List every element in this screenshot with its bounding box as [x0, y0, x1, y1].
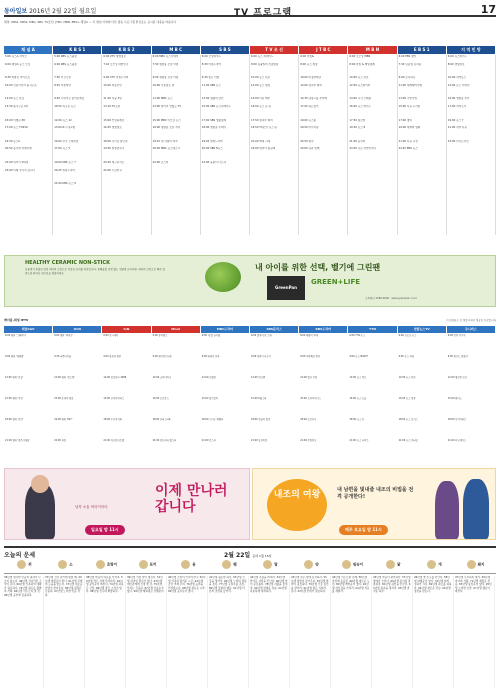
channel-column [201, 55, 250, 235]
program-item: 14:00 생방송 부산 [447, 97, 470, 101]
program-item: 12:00 뉴스 현장 [251, 83, 271, 87]
program-item: 18:00 생방송 오늘 저녁 [152, 126, 181, 130]
greenpan-ad [4, 255, 496, 307]
cable-program-item: 6:00 태양의 후예 [300, 334, 318, 337]
program-item: 12:00 뉴스파이터 [349, 83, 371, 87]
program-item: 9:30 좋은 아침 [201, 76, 220, 80]
cable-program-item: 6:00 삼시세끼 [103, 334, 119, 337]
masthead [4, 3, 496, 17]
channel-column [348, 55, 397, 235]
zodiac-sign [291, 560, 332, 574]
program-item: 22:45 EBS 뉴스 [398, 147, 418, 151]
ad-contact: 고객센터 1588-0000 · www.greenpan.co.kr [365, 297, 418, 300]
program-item: 22:00 몬스터 [152, 160, 169, 164]
zodiac-sign [455, 560, 496, 574]
cable-channel-header: tvN [102, 326, 150, 333]
cable-channel-header: 채널CGV [4, 326, 52, 333]
cable-channel-header: Mnet [152, 326, 200, 333]
zodiac-sign [4, 560, 45, 574]
program-item: 10:50 지구촌 뉴스 [54, 104, 76, 108]
cable-program-item: 6:00 영화 '테이큰' [54, 334, 74, 337]
zodiac-label: 용 [192, 562, 196, 567]
cable-schedule-grid [4, 326, 496, 466]
cable-program-item: 9:00 짱구는 못말려 [447, 355, 468, 358]
greenpan-logo: GreenPan [267, 276, 305, 300]
zodiac-sign [414, 560, 455, 574]
zodiac-sign [127, 560, 168, 574]
program-item: 8:00 생생정보 [447, 62, 465, 66]
zodiac-label: 개 [438, 562, 442, 567]
program-item: 13:00 생활의 달인 [201, 97, 224, 101]
program-item: 10:00 지역뉴스 [447, 76, 467, 80]
program-item: 17:00 히든싱어 [300, 104, 319, 108]
cable-program-item: 15:00 오마이비너스 [300, 397, 321, 400]
cable-program-item: 12:00 영화 '암살' [5, 376, 24, 379]
cable-program-item: 9:00 화려한 유혹 [201, 355, 220, 358]
program-item: 17:00 SBS 생활경제 [201, 118, 226, 122]
zodiac-animal-icon [467, 560, 476, 569]
cable-channel-header: SBS플러스 [250, 326, 298, 333]
cable-program-item: 18:00 수요미식회 [103, 418, 122, 421]
cable-program-item: 22:00 처용 [54, 439, 66, 442]
cable-program-item: 21:00 치즈인더트랩 [103, 439, 125, 442]
zodiac-sign [86, 560, 127, 574]
fortune-text: 40년생 소망이 이루어진다. 52년생 가족과 즐거운 시간. 64년생 금전 거래 주의. 76년생 능력을 인정받는다. 88년생 새로운 시작. 00년생 공부운이 좋다. [168, 576, 208, 688]
channel-column [102, 55, 151, 235]
fortune-text: 39년생 기쁜 일이 생긴다. 51년생 자녀의 경사가 있다. 63년생 대인관계에 신경 쓸 것. 75년생 투자는 신중히. 87년생 이동수가 있다. 99년생 계획대로 진행된다. [127, 576, 167, 688]
program-item: 12:00 정치부 회의 [300, 83, 322, 87]
program-item: 17:00 뉴스 TOP10 [5, 126, 28, 130]
zodiac-label: 소 [69, 562, 73, 567]
fortune-date [224, 550, 272, 559]
cable-channel-column [348, 334, 397, 466]
cable-program-item: 6:00 안녕 자두야 [447, 334, 466, 337]
channel-column [447, 55, 496, 235]
program-item: 9:00 생방송 오늘 아침 [152, 76, 179, 80]
program-item: 21:00 다큐 시선 [398, 139, 418, 143]
program-item: 21:00 동치미 [349, 139, 366, 143]
cable-program-item: 15:00 프로듀스 [152, 397, 169, 400]
channel-column [53, 55, 102, 235]
cable-program-item: 21:00 뉴스 나이트 [349, 439, 369, 442]
program-item: 8:25 아침마당 [54, 83, 71, 87]
program-item: 19:00 뉴스 7 [447, 118, 464, 122]
cable-program-item: 9:00 꽃보다 청춘 [103, 355, 122, 358]
fortune-text: 41년생 평온한 하루. 53년생 건강을 챙겨라. 65년생 노력의 결실을 본다. 77년생 구설수를 조심. 89년생 뜻밖의 행운. 01년생 어른의 조언을 들어라. [209, 576, 249, 688]
program-item: 19:20 일일드라마 [201, 139, 223, 143]
zodiac-label: 양 [315, 562, 319, 567]
greenlife-logo: GREEN+LIFE [311, 278, 361, 286]
cable-program-item: 18:00 뉴스 포커스 [398, 418, 418, 421]
cable-program-item: 9:30 나쁜녀석들 [54, 355, 72, 358]
program-item: 9:00 2TV 아침드라마 [103, 76, 129, 80]
program-item: 22:00 무림학교 [103, 168, 122, 172]
cable-channel-column [447, 334, 496, 466]
zodiac-animal-icon [222, 560, 231, 569]
zodiac-label: 돼지 [477, 562, 485, 567]
program-item: 12:00 뉴스 특급 [5, 97, 25, 101]
zodiac-sign [332, 560, 373, 574]
program-item: 7:50 인간극장 [54, 76, 71, 80]
channel-column [152, 55, 201, 235]
cable-header [4, 318, 496, 324]
cable-program-item: 18:00 신비아파트 [447, 418, 467, 421]
zodiac-label: 원숭이 [352, 562, 364, 567]
program-item: 17:30 황금알 [349, 118, 366, 122]
masthead-left [4, 6, 96, 15]
program-item: 15:00 이영돈 PD [5, 118, 26, 122]
program-item: 21:00 KBS 뉴스 9 [54, 182, 76, 186]
cable-program-item: 6:00 별에서 온 그대 [251, 334, 272, 337]
program-item: 6:00 아침& [300, 55, 314, 58]
program-item: 23:00 나이트라인 [447, 139, 469, 143]
cable-channel-column [102, 334, 151, 466]
program-item: 13:30 돌직구쇼 2부 [5, 104, 29, 108]
program-item: 11:20 다큐 3일 [103, 97, 122, 101]
fortune-text: 45년생 마음이 편안하다. 57년생 명예가 오른다. 69년생 문서를 잘 살펴라. 81년생 귀인을 만난다. 93년생 실속을 챙겨라. 05년생 즐거운 하루. [373, 576, 413, 688]
zodiac-sign [45, 560, 86, 574]
cable-program-item: 21:00 언프리티 랩스타 [152, 439, 177, 442]
program-item: 6:00 KBS 뉴스광장 [54, 62, 77, 66]
cable-channel-column [398, 334, 447, 466]
cable-channel-column [4, 334, 53, 466]
cable-channel-column [201, 334, 250, 466]
cable-program-item: 12:00 영화 '킹스맨' [54, 376, 75, 379]
cable-program-item: 9:00 육룡이 나르샤 [251, 355, 271, 358]
program-item: 11:00 세계테마기행 [398, 83, 422, 87]
program-item: 13:00 6시 내고향 [54, 126, 75, 130]
program-item: 20:00 SBS 8뉴스 [201, 147, 223, 151]
program-item: 22:00 육룡이 나르샤 [201, 160, 226, 164]
program-item: 10:00 여유만만 [103, 83, 122, 87]
cable-program-item: 6:00 내 딸 금사월 [201, 334, 221, 337]
cable-program-item: 12:00 뉴스 특보 [398, 376, 416, 379]
zodiac-animal-icon [304, 560, 313, 569]
program-item: 6:00 2TV 생생정보 [103, 55, 126, 58]
paper-name: 동아일보 [4, 8, 28, 15]
program-item: 17:00 지역소식 [447, 104, 467, 108]
ad-time: 일요일 밤 11시 [85, 525, 125, 535]
cable-program-item: 21:00 터닝메카드 [447, 439, 467, 442]
fortune-text: 38년생 마음의 여유를 가져라. 50년생 작은 것에 만족하라. 62년생 문서운이 따른다. 74년생 과욕은 금물. 86년생 좋은 소식이 있다. 98년생 친구와 화합하라. [86, 576, 126, 688]
zodiac-label: 닭 [397, 562, 401, 567]
program-item: 21:00 지역 다큐 [447, 126, 467, 130]
program-item: 6:00 굿모닝 MBN [349, 55, 371, 58]
program-item: 17:00 명의 [398, 118, 412, 122]
zodiac-animal-icon [58, 560, 67, 569]
cable-program-item: 12:00 쇼미더머니 [152, 376, 172, 379]
fortune-lunar-date: 음력 1월 15일 [252, 554, 272, 558]
program-item: 20:50 마녀사냥 [300, 126, 319, 130]
zodiac-animal-icon [181, 560, 190, 569]
cable-program-item: 18:00 뉴스 인 [349, 418, 365, 421]
program-item: 6:00 MBC 뉴스투데이 [152, 55, 179, 58]
zodiac-animal-icon [342, 560, 351, 569]
program-item: 10:00 뉴스 특보 [349, 76, 369, 80]
cable-program-item: 18:00 슈퍼스타K [152, 418, 171, 421]
section-title: TV 프로그램 [234, 8, 293, 18]
program-item: 21:00 백세 시대 [251, 139, 271, 143]
program-item: 5:00 KBS 뉴스광장 [54, 55, 77, 58]
channel-header: 지 역 민 방 [447, 46, 495, 54]
cable-program-item: 15:00 뉴스 현장 [398, 397, 416, 400]
program-item: 7:50 생방송 오늘 아침 [152, 62, 179, 66]
fortune-text: 44년생 서두르면 손해. 56년생 가정에 웃음꽃. 68년생 새로운 도전. 80년생 계약운이 좋다. 92년생 자신감을 가져라. 04년생 목표를 세워라. [332, 576, 372, 688]
program-item: 22:00 먹거리 X파일 [5, 160, 29, 164]
channel-column [398, 55, 447, 235]
cable-program-item: 9:00 뉴스 NIGHT [349, 355, 368, 358]
program-item: 16:45 생생정보 [103, 126, 122, 130]
program-item: 16:00 뉴스 쇼 판 [251, 104, 271, 108]
program-item: 8:00 김광일의 신통방통 [251, 62, 279, 66]
ad-slogan: 내 아이를 위한 선택, 벨기에 그린팬 [255, 263, 381, 272]
program-item: 19:15 내 사위의 여자 [152, 139, 178, 143]
program-item: 12:00 뉴스 투데이 [447, 83, 470, 87]
cable-program-item: 12:00 응답하라 1988 [103, 376, 127, 379]
host-face [31, 475, 49, 493]
cable-program-item: 6:00 굿모닝 뉴스 [398, 334, 417, 337]
cable-program-item: 9:00 엠카운트다운 [152, 355, 172, 358]
program-item: 23:00 이제 만나러 갑니다 [5, 168, 35, 172]
channel-header: M B N [348, 46, 396, 54]
cable-program-item: 21:00 영화 '검은사제들' [5, 439, 30, 442]
program-item: 19:00 뉴스룸 [300, 118, 317, 122]
zodiac-row [4, 560, 496, 574]
program-item: 22:50 썰전 [300, 139, 314, 143]
zodiac-animal-icon [386, 560, 395, 569]
program-item: 20:25 일일드라마 [54, 168, 76, 172]
channel-column [299, 55, 348, 235]
zodiac-animal-icon [263, 560, 272, 569]
channel-a-ad-2 [252, 468, 496, 540]
zodiac-animal-icon [427, 560, 436, 569]
fortune-text: 47년생 무리하지 말라. 59년생 자녀의 기쁨. 71년생 재물운 상승. 83년생 승진운이 있다. 95년생 노력한 보람. 07년생 행운이 따른다. [455, 576, 495, 688]
cable-program-item: 18:00 그녀는 예뻤다 [201, 418, 224, 421]
cable-channel-column [152, 334, 201, 466]
program-item: 13:00 찾아라 맛있는 TV [152, 104, 181, 108]
cable-channel-column [53, 334, 102, 466]
cable-channel-header: MBC드라마 [201, 326, 249, 333]
program-item: 20:30 개그콘서트 [103, 160, 125, 164]
fortune-text: 43년생 작은 일에 감사하라. 55년생 재물이 들어온다. 67년생 협력이 필요하다. 79년생 건강 검진을 받아라. 91년생 좋은 기회가 온다. 03년생 인내가 필요하다. [291, 576, 331, 688]
ad-title: 내조의 여왕 [267, 479, 327, 531]
program-item: 6:00 모닝와이드 [201, 55, 221, 58]
program-item: 24:00 님과 함께 [300, 147, 320, 151]
program-item: 15:00 SBS 뉴스퍼레이드 [201, 104, 231, 108]
channel-header: M B C [152, 46, 200, 54]
program-item: 8:00 아침 & 매일경제 [349, 62, 375, 66]
cable-channel-header: 투니버스 [447, 326, 495, 333]
cable-program-item: 9:00 뉴스 리뷰 [398, 355, 415, 358]
pan-image [205, 262, 241, 292]
program-item: 8:00 뉴스 현장 [300, 62, 318, 66]
channel-header: J T B C [299, 46, 347, 54]
cable-program-item: 9:00 부탁해요 엄마 [300, 355, 321, 358]
cable-channel-header: YTN [348, 326, 396, 333]
program-item: 14:30 냉장고를 부탁해 [300, 97, 327, 101]
cable-program-item: 12:00 명탐정 코난 [447, 376, 467, 379]
program-item: 15:00 안녕하세요 [103, 118, 125, 122]
zodiac-animal-icon [139, 560, 148, 569]
zodiac-label: 쥐 [28, 562, 32, 567]
cable-program-item: 6:00 뮤직뱅크 [152, 334, 168, 337]
cable-channel-header: 연합뉴스TV [398, 326, 446, 333]
zodiac-label: 토끼 [149, 562, 157, 567]
cable-title: 케이블·위성 IPTV [4, 318, 29, 322]
cable-program-item: 18:00 정글의 법칙 [251, 418, 271, 421]
cable-program-item: 21:00 뉴스 투나잇 [398, 439, 418, 442]
cable-program-item: 12:00 런닝맨 [251, 376, 266, 379]
cable-program-item: 12:00 별난 가족 [300, 376, 318, 379]
program-item: 12:00 뉴스 12 [54, 118, 72, 122]
cable-program-item: 9:00 영화 '베테랑' [5, 355, 24, 358]
cable-program-item: 6:00 YTN 뉴스 [349, 334, 365, 337]
program-item: 14:00 시사 스페셜 [349, 97, 372, 101]
cable-program-item: 12:00 호텔킹 [201, 376, 216, 379]
program-item: 18:00 생방송 투데이 [201, 126, 226, 130]
program-item: 14:00 전국 노래자랑 [54, 139, 79, 143]
cable-program-item: 15:00 영화 '마션' [5, 397, 24, 400]
cable-program-item: 15:00 코미디빅리그 [103, 397, 125, 400]
channel-header: 채 널 A [4, 46, 52, 54]
program-item: 11:00 MBC 뉴스 [152, 97, 173, 101]
channel-header: T V 조 선 [250, 46, 298, 54]
program-item: 6:00 채널A 뉴스 모닝 [5, 62, 31, 66]
program-item: 16:00 뉴스 와이드 [349, 104, 372, 108]
fortune-columns [4, 576, 496, 688]
program-item: 7:30 딩동댕 유치원 [398, 62, 422, 66]
program-item: 10:00 기분좋은 날 [152, 83, 175, 87]
issue-date: 2016년 2월 22일 월요일 [29, 8, 97, 15]
program-item: 10:00 신문이야기 돌직구쇼 [5, 83, 37, 87]
cable-program-item: 15:00 동네의 영웅 [54, 397, 74, 400]
ad-sub: 남북 소통 버라이어티 [75, 505, 108, 509]
zodiac-sign [373, 560, 414, 574]
channel-column [250, 55, 299, 235]
program-item: 19:00 세계의 명화 [398, 126, 421, 130]
program-item: 5:00 뉴스A 라이브 [5, 55, 27, 58]
zodiac-sign [250, 560, 291, 574]
fortune-solar-date: 2월 22일 [224, 552, 251, 559]
program-item: 10:00 뉴스 특보 [251, 76, 271, 80]
program-item: 8:30 박종진 라이브쇼 [5, 76, 31, 80]
page-number: 17 [480, 3, 496, 16]
program-item: 8:30 아침드라마 [201, 62, 221, 66]
program-item: 17:50 정치부 회의 [251, 118, 273, 122]
program-item: 15:00 다큐 프라임 [398, 104, 421, 108]
program-item: 15:00 MBC 이브닝 뉴스 [152, 118, 181, 122]
cable-program-item: 15:00 킬미힐미 [201, 397, 219, 400]
program-item: 20:50 총각네 야채가게 [5, 147, 32, 151]
program-item: 20:00 MBC 뉴스데스크 [152, 147, 181, 151]
tv-schedule-grid [4, 46, 496, 236]
program-item: 13:10 TV소설 [103, 104, 121, 108]
zodiac-label: 말 [274, 562, 278, 567]
channel-a-ad-1 [4, 468, 250, 540]
program-item: 13:00 극한직업 [398, 97, 417, 101]
zodiac-sign [168, 560, 209, 574]
program-item: 6:00 뉴스 퍼레이드 [251, 55, 274, 58]
program-item: 19:50 TV조선 뉴스 판 [251, 126, 277, 130]
cable-program-item: 6:00 영화 '그래비티' [5, 334, 27, 337]
program-item: 17:00 뉴스 5 [54, 147, 70, 151]
ad-title: HEALTHY CERAMIC NON-STICK [25, 260, 110, 266]
program-item: 10:00 비정상회담 [300, 76, 322, 80]
program-item: 23:00 나는 자연인이다 [349, 147, 377, 151]
cable-program-item: 18:00 프로듀사 [300, 418, 317, 421]
fortune-text: 37년생 건강 관리에 힘쓸 때. 49년생 재물운이 좋다. 61년생 주변의 도움을 받는다. 73년생 새로운 인연이 찾아온다. 85년생 결정은 신중히. 97년생 노력한 만큼 성과. [45, 576, 85, 688]
cast-photo-1 [435, 481, 459, 539]
cable-program-item: 18:00 영화 '인턴' [5, 418, 24, 421]
program-item: 19:30 뉴스 8 [349, 126, 366, 130]
fortune-title: 오늘의 운세 [4, 552, 36, 559]
channel-subline: 채널: KBS1, KBS2, MBC, SBS, TV조선, JTBC, MBN, EBS1, 채널A — 이 채널 이외에 다른 방송 프로그램 편성표는 공시된 내용을 따릅니다 [4, 20, 177, 24]
cast-photo-2 [463, 479, 489, 539]
program-item: 19:00 KBS 뉴스 7 [54, 160, 76, 164]
program-item: 18:00 우리집 꿀단지 [103, 139, 128, 143]
cable-program-item: 15:00 원피스 [447, 397, 462, 400]
ad-title: 이제 만나러 갑니다 [155, 483, 228, 515]
cable-program-item: 15:00 뉴스 오늘 [349, 397, 367, 400]
program-item: 7:40 굿모닝 대한민국 [103, 62, 129, 66]
cable-note: 이 편성표는 각 방송사에서 제공한 자료입니다 [446, 319, 496, 322]
fortune-text: 42년생 욕심을 버려라. 54년생 반가운 사람을 만난다. 66년생 일이 순조롭다. 78년생 지출을 줄여라. 90년생 연애운 상승. 02년생 차분하게 대처하라. [250, 576, 290, 688]
channel-column [4, 55, 53, 235]
zodiac-animal-icon [17, 560, 26, 569]
cable-program-item: 15:00 K팝스타 [251, 397, 267, 400]
cable-channel-column [299, 334, 348, 466]
ad-time: 매주 토요일 밤 11시 [339, 525, 388, 535]
zodiac-animal-icon [96, 560, 105, 569]
ad-body: 식물에서 추출한 천연 세라믹 코팅으로 건강한 요리를 약속합니다. 유해물질 걱정 없는 친환경 프라이팬, 세라믹 코팅으로 빠른 열전도와 뛰어난 내구성을 경험하세요. [25, 268, 165, 275]
cable-channel-header: KBS드라마 [299, 326, 347, 333]
cable-channel-header: OCN [53, 326, 101, 333]
cable-program-item: 21:00 무림학교 [300, 439, 317, 442]
cable-program-item: 21:00 몬스터 [201, 439, 216, 442]
program-item: 19:30 뉴스A [5, 139, 21, 143]
cable-program-item: 12:00 뉴스 정오 [349, 376, 367, 379]
channel-header: K B S 2 [102, 46, 150, 54]
program-item: 9:00 보니하니 [398, 76, 416, 80]
fortune-text: 36년생 생각한 만큼의 결과가 나오지 않는다. 48년생 기다리던 소식이 온다. 60년생 가족과의 대화가 필요하다. 72년생 새로운 출발의 기회. 84년생 서두르지 말 것. 96년생 공부에 집중하라. [4, 576, 44, 688]
program-item: 11:00 SBS 뉴스 [201, 83, 221, 87]
ad-sub: 내 남편을 빛내줄 내조의 비법을 전격 공개한다! [337, 487, 414, 500]
program-item: 22:00 엄마가 뭐길래 [251, 147, 276, 151]
zodiac-sign [209, 560, 250, 574]
zodiac-label: 뱀 [233, 562, 237, 567]
cable-program-item: 19:00 영화 '007' [54, 418, 73, 421]
cable-channel-column [250, 334, 299, 466]
program-item: 19:50 일일연속극 [103, 147, 125, 151]
cable-program-item: 21:00 동상이몽 [251, 439, 268, 442]
program-item: 6:00 뉴스와이드 [447, 55, 467, 58]
channel-header: K B S 1 [53, 46, 101, 54]
program-item: 14:00 이슈 해부 [251, 97, 271, 101]
channel-header: E B S 1 [398, 46, 446, 54]
program-item: 6:00 EBS 영어 [398, 55, 417, 58]
program-item: 9:40 무엇이든 물어보세요 [54, 97, 85, 101]
channel-header: S B S [201, 46, 249, 54]
zodiac-label: 호랑이 [106, 562, 118, 567]
fortune-text: 46년생 옛 친구를 만난다. 58년생 여행운이 있다. 70년생 일의 성과가 크다. 82년생 과로를 피하라. 94년생 새로운 만남. 06년생 칭찬을 받는다. [414, 576, 454, 688]
fortune-header [4, 546, 496, 558]
